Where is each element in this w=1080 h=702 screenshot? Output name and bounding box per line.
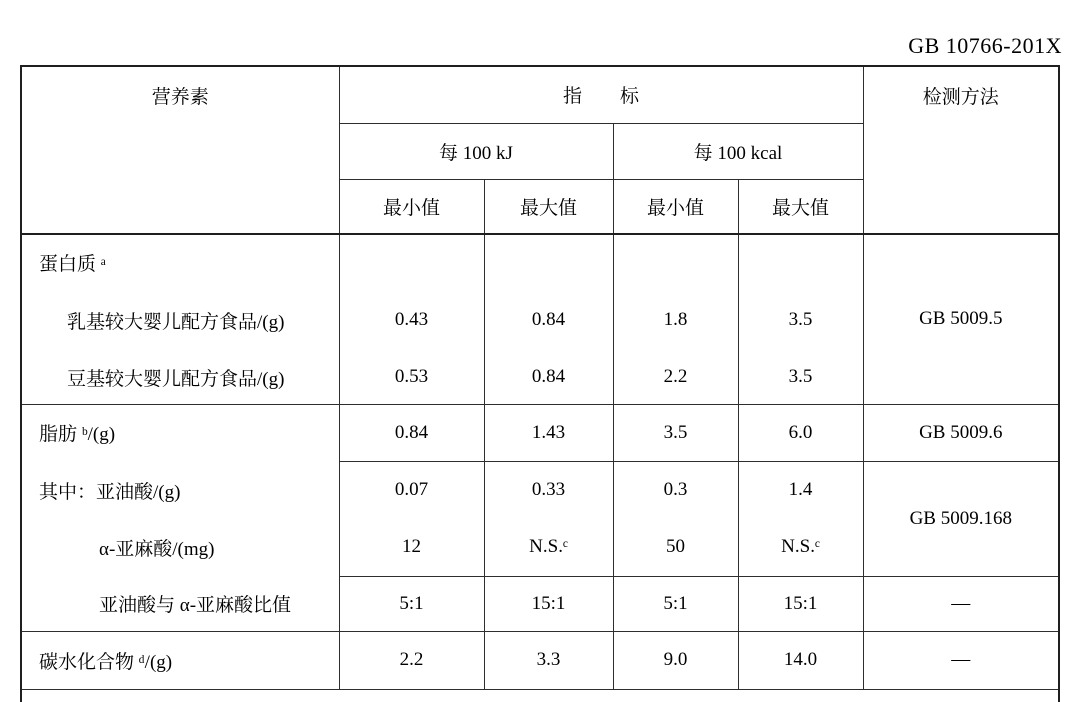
carbohydrate-kj-min: 2.2	[339, 631, 484, 689]
row-ratio	[21, 576, 1059, 631]
soy-based-label: 豆基较大婴儿配方食品/(g)	[21, 351, 339, 404]
row-protein	[21, 234, 1059, 289]
row-linoleic-acid	[21, 461, 1059, 519]
header-indicator: 指 标	[339, 66, 863, 123]
carbohydrate-kj-max: 3.3	[484, 631, 613, 689]
soy-based-kj-min: 0.53	[339, 351, 484, 404]
fat-method: GB 5009.6	[863, 404, 1059, 461]
linoleic-acid-kj-min: 0.07	[339, 461, 484, 519]
ratio-label: 亚油酸与 α-亚麻酸比值	[21, 576, 339, 631]
ratio-method: —	[863, 576, 1059, 631]
header-method: 检测方法	[863, 66, 1059, 234]
soy-based-kcal-min: 2.2	[613, 351, 738, 404]
fat-label: 脂肪 ᵇ/(g)	[21, 404, 339, 461]
header-kj-min: 最小值	[339, 179, 484, 234]
ratio-kj-max: 15:1	[484, 576, 613, 631]
carbohydrate-kcal-min: 9.0	[613, 631, 738, 689]
alpha-linolenic-acid-label: α-亚麻酸/(mg)	[21, 519, 339, 576]
protein-method: GB 5009.5	[863, 234, 1059, 404]
soy-based-kj-max: 0.84	[484, 351, 613, 404]
linoleic-acid-method: GB 5009.168	[863, 461, 1059, 576]
linoleic-acid-kcal-min: 0.3	[613, 461, 738, 519]
carbohydrate-label: 碳水化合物 ᵈ/(g)	[21, 631, 339, 689]
fat-kcal-max: 6.0	[738, 404, 863, 461]
header-kcal-min: 最小值	[613, 179, 738, 234]
carbohydrate-kcal-max: 14.0	[738, 631, 863, 689]
fat-kj-min: 0.84	[339, 404, 484, 461]
ratio-kcal-max: 15:1	[738, 576, 863, 631]
header-per-100kcal: 每 100 kcal	[613, 123, 863, 179]
header-row-1	[21, 66, 1059, 123]
header-kcal-max: 最大值	[738, 179, 863, 234]
empty-cell	[339, 234, 484, 289]
milk-based-kcal-max: 3.5	[738, 289, 863, 351]
alpha-linolenic-acid-kcal-max: N.S.ᶜ	[738, 519, 863, 576]
linoleic-acid-label: 其中：亚油酸/(g)	[21, 461, 339, 519]
linoleic-acid-kcal-max: 1.4	[738, 461, 863, 519]
alpha-linolenic-acid-kj-max: N.S.ᶜ	[484, 519, 613, 576]
header-kj-max: 最大值	[484, 179, 613, 234]
protein-label: 蛋白质 ᵃ	[21, 234, 339, 289]
milk-based-kcal-min: 1.8	[613, 289, 738, 351]
empty-cell	[21, 689, 1059, 702]
fat-kj-max: 1.43	[484, 404, 613, 461]
header-per-100kj: 每 100 kJ	[339, 123, 613, 179]
row-fat	[21, 404, 1059, 461]
row-continuation-clipped	[21, 689, 1059, 702]
fat-kcal-min: 3.5	[613, 404, 738, 461]
nutrient-requirements-table	[20, 65, 1060, 702]
alpha-linolenic-acid-kcal-min: 50	[613, 519, 738, 576]
ratio-kcal-min: 5:1	[613, 576, 738, 631]
empty-cell	[738, 234, 863, 289]
row-carbohydrate	[21, 631, 1059, 689]
empty-cell	[484, 234, 613, 289]
linoleic-acid-kj-max: 0.33	[484, 461, 613, 519]
empty-cell	[613, 234, 738, 289]
milk-based-kj-max: 0.84	[484, 289, 613, 351]
milk-based-label: 乳基较大婴儿配方食品/(g)	[21, 289, 339, 351]
ratio-kj-min: 5:1	[339, 576, 484, 631]
header-nutrient: 营养素	[21, 66, 339, 234]
soy-based-kcal-max: 3.5	[738, 351, 863, 404]
standard-number: GB 10766-201X	[908, 33, 1062, 58]
milk-based-kj-min: 0.43	[339, 289, 484, 351]
alpha-linolenic-acid-kj-min: 12	[339, 519, 484, 576]
carbohydrate-method: —	[863, 631, 1059, 689]
